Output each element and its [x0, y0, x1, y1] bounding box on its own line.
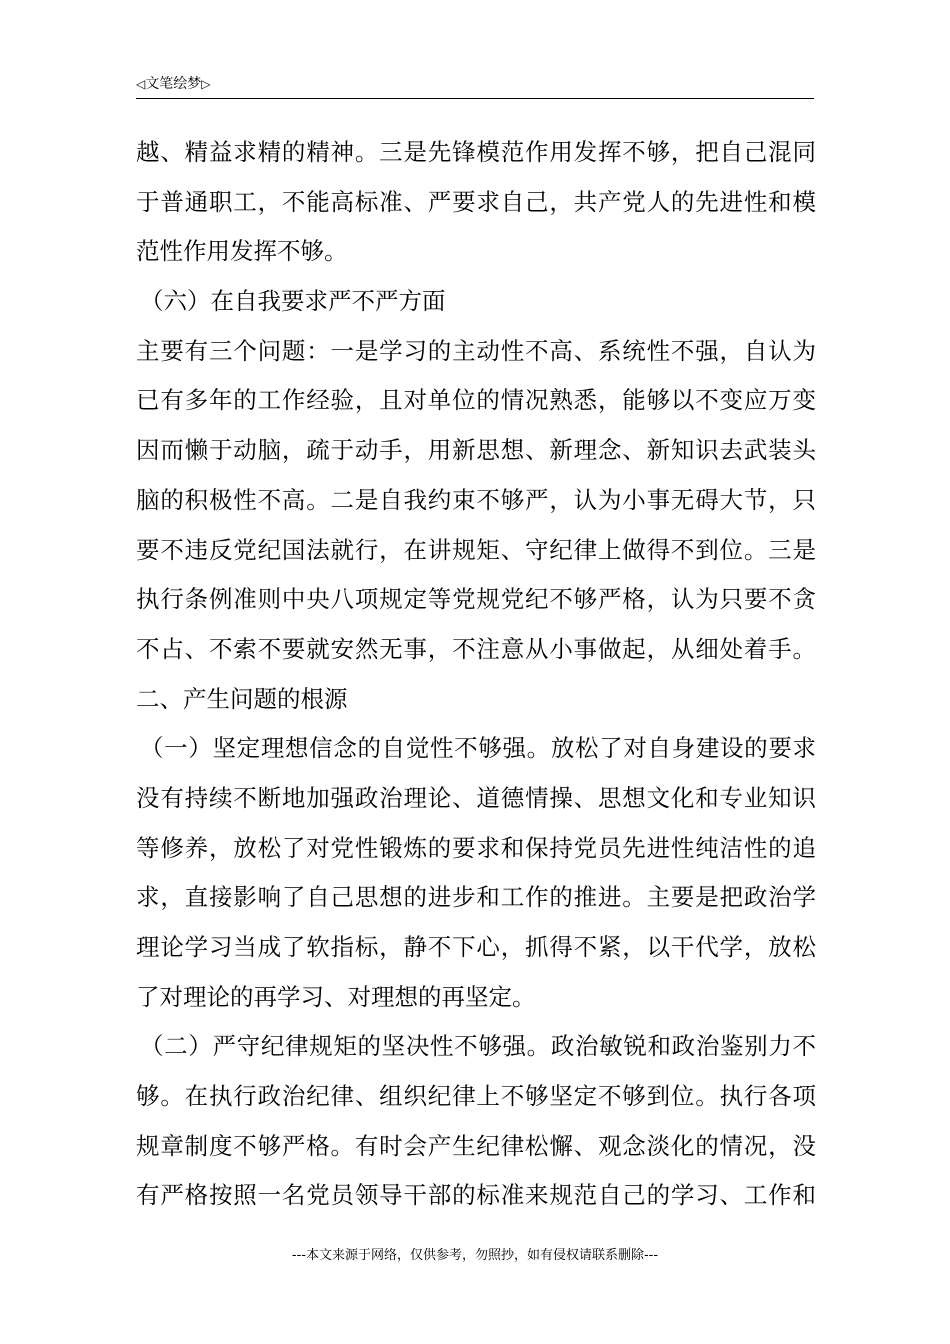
document-body [136, 128, 816, 1221]
text-line: 等修养，放松了对党性锻炼的要求和保持党员先进性纯洁性的追 [136, 833, 816, 862]
header-title-text: 文笔绘梦 [145, 76, 202, 92]
text-line: 脑的积极性不高。二是自我约束不够严，认为小事无碍大节，只 [136, 485, 816, 514]
text-line: 要不违反党纪国法就行，在讲规矩、守纪律上做得不到位。三是 [136, 535, 816, 564]
header-left-marker-icon: ◁ [136, 77, 146, 91]
text-line: 主要有三个问题：一是学习的主动性不高、系统性不强，自认为 [136, 336, 816, 365]
page-header [136, 74, 814, 99]
header-right-marker-icon: ▷ [201, 77, 211, 91]
text-line: 没有持续不断地加强政治理论、道德情操、思想文化和专业知识 [136, 783, 816, 812]
text-line: 范性作用发挥不够。 [136, 237, 348, 266]
text-line: 了对理论的再学习、对理想的再坚定。 [136, 982, 536, 1011]
page-footer: ---本文来源于网络，仅供参考，勿照抄，如有侵权请联系删除--- [291, 1248, 659, 1263]
text-line: 不占、不索不要就安然无事，不注意从小事做起，从细处着手。 [136, 634, 816, 663]
text-line: （一）坚定理想信念的自觉性不够强。放松了对自身建设的要求 [140, 734, 816, 763]
text-line: 因而懒于动脑，疏于动手，用新思想、新理念、新知识去武装头 [136, 436, 816, 465]
text-line: 于普通职工，不能高标准、严要求自己，共产党人的先进性和模 [136, 187, 816, 216]
text-line: 规章制度不够严格。有时会产生纪律松懈、观念淡化的情况，没 [136, 1131, 816, 1160]
text-line: 够。在执行政治纪律、组织纪律上不够坚定不够到位。执行各项 [136, 1082, 816, 1111]
text-line: 有严格按照一名党员领导干部的标准来规范自己的学习、工作和 [136, 1181, 816, 1210]
section-subheading: （六）在自我要求严不严方面 [140, 287, 446, 316]
text-line: （二）严守纪律规矩的坚决性不够强。政治敏锐和政治鉴别力不 [140, 1032, 816, 1061]
text-line: 求，直接影响了自己思想的进步和工作的推进。主要是把政治学 [136, 883, 816, 912]
section-heading: 二、产生问题的根源 [136, 684, 348, 713]
text-line: 执行条例准则中央八项规定等党规党纪不够严格，认为只要不贪 [136, 585, 816, 614]
header-title [136, 74, 210, 94]
text-line: 理论学习当成了软指标，静不下心，抓得不紧，以干代学，放松 [136, 933, 816, 961]
text-line: 已有多年的工作经验，且对单位的情况熟悉，能够以不变应万变 [136, 386, 816, 415]
text-line: 越、精益求精的精神。三是先锋模范作用发挥不够，把自己混同 [136, 138, 816, 166]
